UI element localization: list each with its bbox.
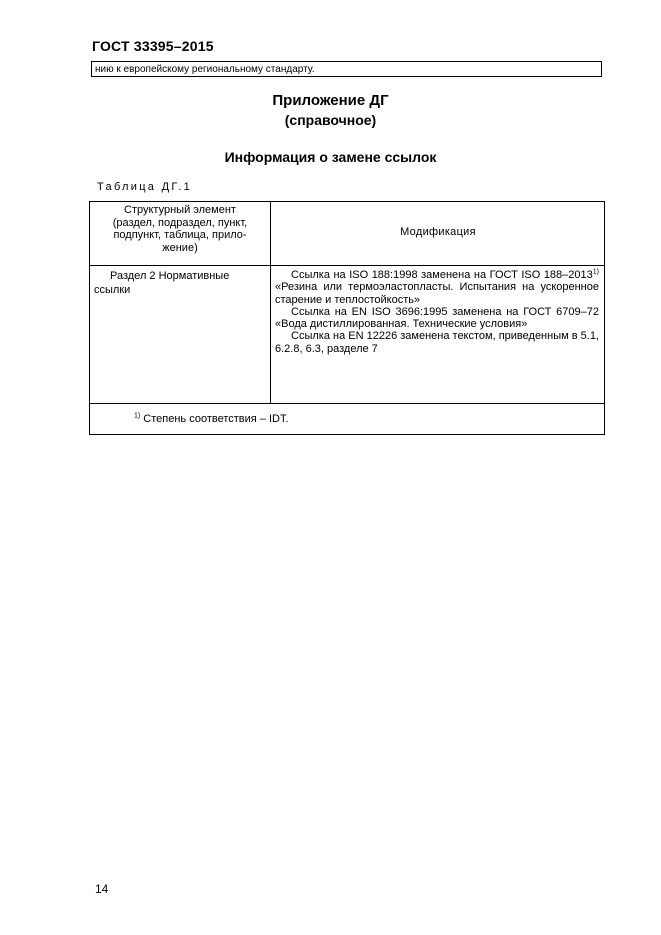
footnote-text: Степень соответствия – IDT. <box>140 413 289 425</box>
column-header-line: жение) <box>162 241 198 254</box>
header-divider <box>90 265 604 266</box>
element-line: ссылки <box>94 284 131 296</box>
page-number: 14 <box>95 882 109 896</box>
table-label: Таблица ДГ.1 <box>97 181 193 193</box>
column-header-structural-element <box>90 204 270 254</box>
column-header-modification: Модификация <box>400 226 476 238</box>
footnote-divider <box>90 403 604 404</box>
reference-table <box>89 201 605 435</box>
table-cell-modification <box>275 269 599 355</box>
annex-heading: Информация о замене ссылок <box>224 149 437 165</box>
column-header-line: Структурный элемент <box>124 204 236 216</box>
column-header-line: (раздел, подраздел, пункт, <box>112 216 248 229</box>
footnote-mark: 1) <box>134 412 141 420</box>
continuation-text: нию к европейскому региональному стандарту. <box>91 61 602 77</box>
table-footnote <box>134 413 289 425</box>
annex-subtitle: (справочное) <box>284 112 377 128</box>
table-cell-element <box>94 269 264 297</box>
modification-paragraph: Ссылка на EN 12226 заменена текстом, приведенным в 5.1, 6.2.8, 6.3, разделе 7 <box>275 330 599 355</box>
element-line: Раздел 2 Нормативные <box>110 270 230 282</box>
column-header-line: подпункт, таблица, прило- <box>113 229 247 241</box>
modification-paragraph: Ссылка на ISO 188:1998 заменена на ГОСТ ISO 188–2013$^{1)}$ «Резина или термоэластопласты. Испытания на ускоренное старение и теплостойкость» <box>275 268 599 306</box>
annex-title: Приложение ДГ <box>272 92 389 109</box>
modification-paragraph: Ссылка на EN ISO 3696:1995 заменена на ГОСТ 6709–72 «Вода дистиллированная. Технические условия» <box>275 305 599 331</box>
standard-header: ГОСТ 33395–2015 <box>92 38 214 54</box>
